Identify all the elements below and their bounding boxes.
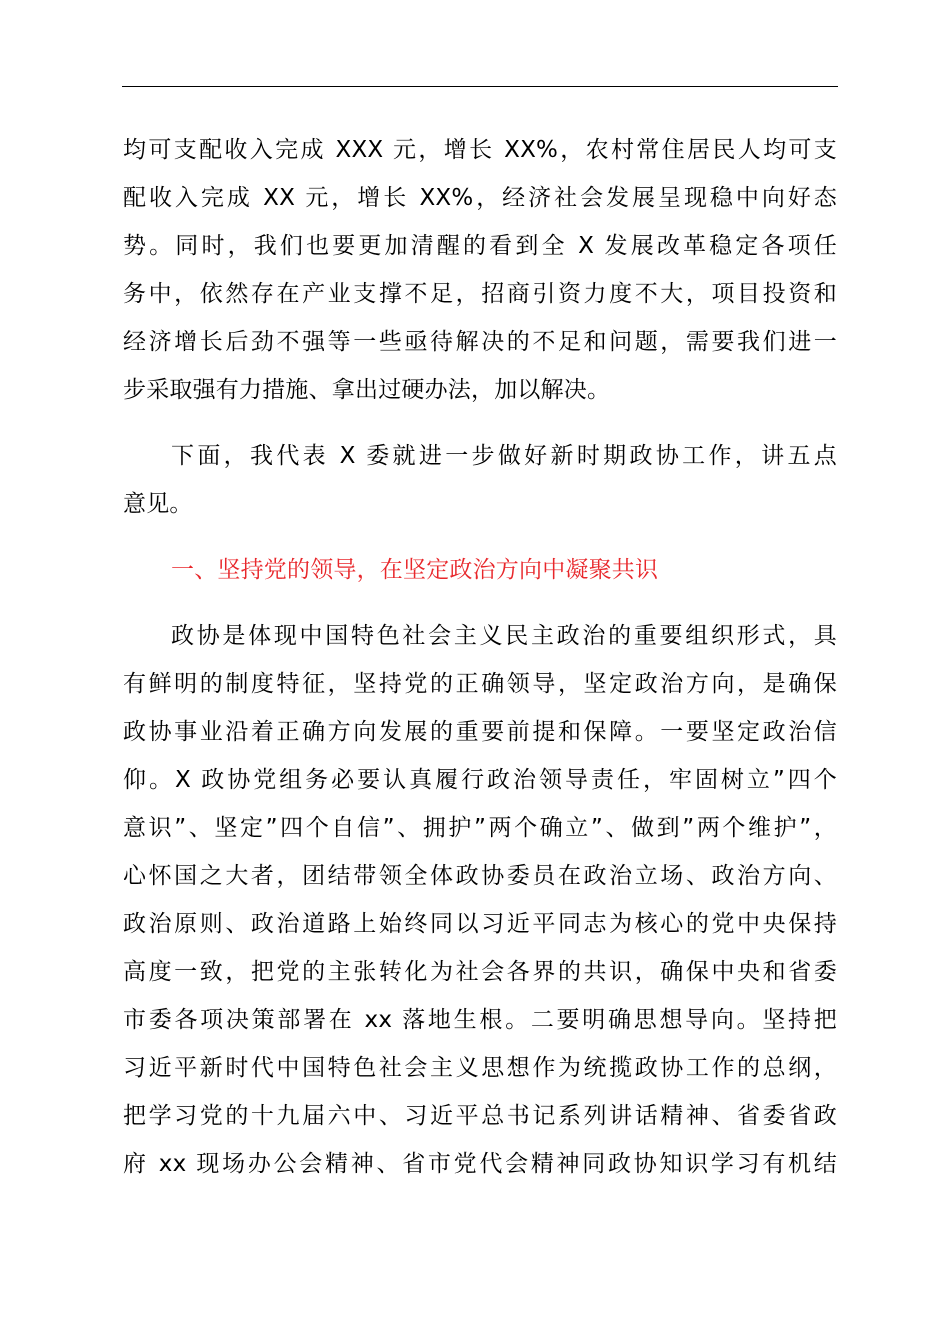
- section-heading: 一、坚持党的领导，在坚定政治方向中凝聚共识: [171, 557, 659, 583]
- text-line: 势。同时，我们也要更加清醒的看到全 X 发展改革稳定各项任: [123, 233, 837, 259]
- text-line: 下面，我代表 X 委就进一步做好新时期政协工作，讲五点: [171, 443, 837, 469]
- text-line: 有鲜明的制度特征，坚持党的正确领导，坚定政治方向，是确保: [123, 671, 837, 697]
- text-line: 步采取强有力措施、拿出过硬办法，加以解决。: [123, 377, 611, 403]
- text-line: 心怀国之大者，团结带领全体政协委员在政治立场、政治方向、: [123, 863, 837, 889]
- text-line: 府 xx 现场办公会精神、省市党代会精神同政协知识学习有机结: [123, 1151, 837, 1177]
- paragraph-1: [123, 126, 837, 414]
- document-body: [123, 126, 837, 1188]
- text-line: 政协是体现中国特色社会主义民主政治的重要组织形式，具: [171, 623, 837, 649]
- text-line: 仰。X 政协党组务必要认真履行政治领导责任，牢固树立”四个: [123, 767, 837, 793]
- paragraph-spacer: [123, 594, 837, 612]
- paragraph-spacer: [123, 528, 837, 546]
- text-line: 政协事业沿着正确方向发展的重要前提和保障。一要坚定政治信: [123, 719, 837, 745]
- text-line: 务中，依然存在产业支撑不足，招商引资力度不大，项目投资和: [123, 281, 837, 307]
- text-line: 均可支配收入完成 XXX 元，增长 XX%，农村常住居民人均可支: [123, 137, 837, 163]
- text-line: 习近平新时代中国特色社会主义思想作为统揽政协工作的总纲，: [123, 1055, 837, 1081]
- header-rule: [122, 86, 838, 87]
- text-line: 高度一致，把党的主张转化为社会各界的共识，确保中央和省委: [123, 959, 837, 985]
- text-line: 意见。: [123, 491, 193, 517]
- paragraph-2: [123, 432, 837, 528]
- text-line: 市委各项决策部署在 xx 落地生根。二要明确思想导向。坚持把: [123, 1007, 837, 1033]
- text-line: 配收入完成 XX 元，增长 XX%，经济社会发展呈现稳中向好态: [123, 185, 837, 211]
- text-line: 把学习党的十九届六中、习近平总书记系列讲话精神、省委省政: [123, 1103, 837, 1129]
- paragraph-3: [123, 612, 837, 1188]
- text-line: 经济增长后劲不强等一些亟待解决的不足和问题，需要我们进一: [123, 329, 837, 355]
- text-line: 意识”、坚定”四个自信”、拥护”两个确立”、做到”两个维护”，: [123, 815, 837, 841]
- text-line: 政治原则、政治道路上始终同以习近平同志为核心的党中央保持: [123, 911, 837, 937]
- paragraph-spacer: [123, 414, 837, 432]
